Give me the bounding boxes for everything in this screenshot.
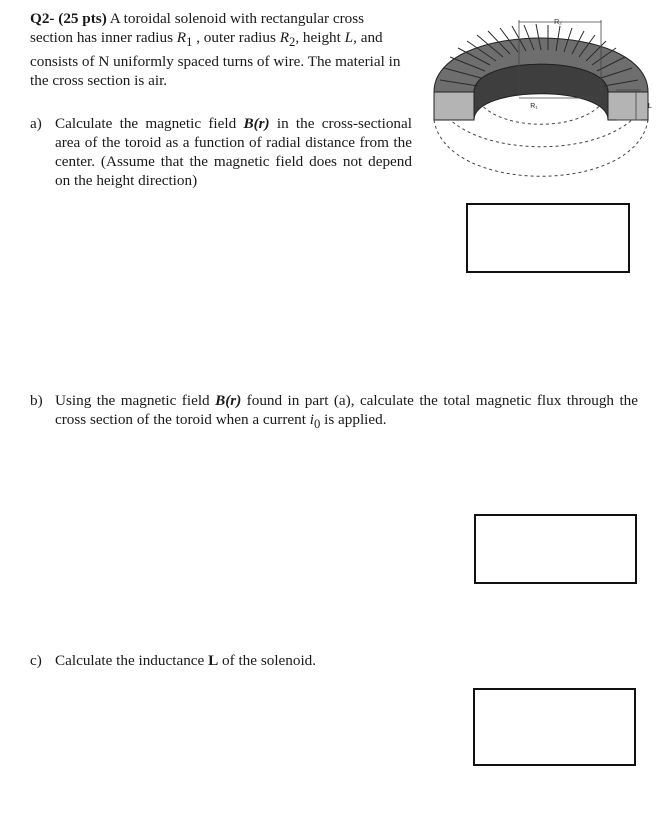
r1-label: R₁: [530, 103, 538, 110]
part-c-text-2: of the solenoid.: [218, 652, 317, 669]
part-c-text: [55, 651, 430, 670]
current-subscript: 0: [313, 417, 321, 432]
r2-symbol: R: [279, 29, 289, 46]
part-a-field-symbol: B(r): [243, 115, 270, 132]
part-b-text-1: Using the magnetic field: [55, 392, 216, 409]
part-c: [30, 651, 430, 670]
part-b-text: [55, 391, 638, 434]
r1-symbol: R: [176, 29, 187, 46]
intro-text-1: A toroidal solenoid with rectangular cross section has inner radius: [30, 10, 365, 46]
part-a: [30, 114, 412, 190]
answer-box-c[interactable]: [473, 688, 636, 766]
answer-box-b[interactable]: [474, 514, 637, 584]
part-b-letter: b): [30, 392, 43, 409]
r1-subscript: 1: [186, 35, 193, 50]
intro-text-2: , outer radius: [192, 29, 280, 46]
inductance-symbol: L: [208, 652, 219, 669]
answer-box-a[interactable]: [466, 203, 630, 273]
part-b: [30, 391, 638, 434]
intro-text-3: , height: [295, 29, 345, 46]
part-b-field-symbol: B(r): [215, 392, 242, 409]
left-cross-section: [434, 92, 474, 120]
r2-subscript: 2: [288, 35, 296, 50]
toroid-inner-wall: [474, 64, 608, 120]
part-a-text-2: in the cross-sectional area of the toroid as a function of radial distance from the center. (Assume that the magnetic field does not depend on the height direction): [55, 115, 412, 189]
toroid-figure: [426, 10, 656, 195]
part-c-letter: c): [30, 652, 42, 669]
part-a-text-1: Calculate the magnetic field: [55, 115, 244, 132]
part-c-text-1: Calculate the inductance: [55, 652, 209, 669]
question-intro: [30, 9, 410, 90]
r2-label: R₂: [554, 19, 562, 26]
part-b-text-2: found in part (a), calculate the total magnetic flux through the cross section of the toroid when a current: [55, 392, 638, 428]
toroid-bottom-dashed-outline: [434, 120, 648, 176]
toroid-diagram: [426, 10, 656, 195]
intro-text-4: , and consists of N uniformly spaced turns of wire. The material in the cross section is air.: [30, 29, 401, 90]
part-b-text-3: is applied.: [320, 411, 387, 428]
height-symbol: L: [344, 29, 354, 46]
l-label: L: [648, 103, 652, 110]
part-a-letter: a): [30, 115, 42, 132]
question-label: Q2- (25 pts): [30, 10, 107, 27]
right-cross-section: [608, 92, 648, 120]
current-symbol: i: [309, 411, 314, 428]
part-a-text: [55, 114, 412, 190]
